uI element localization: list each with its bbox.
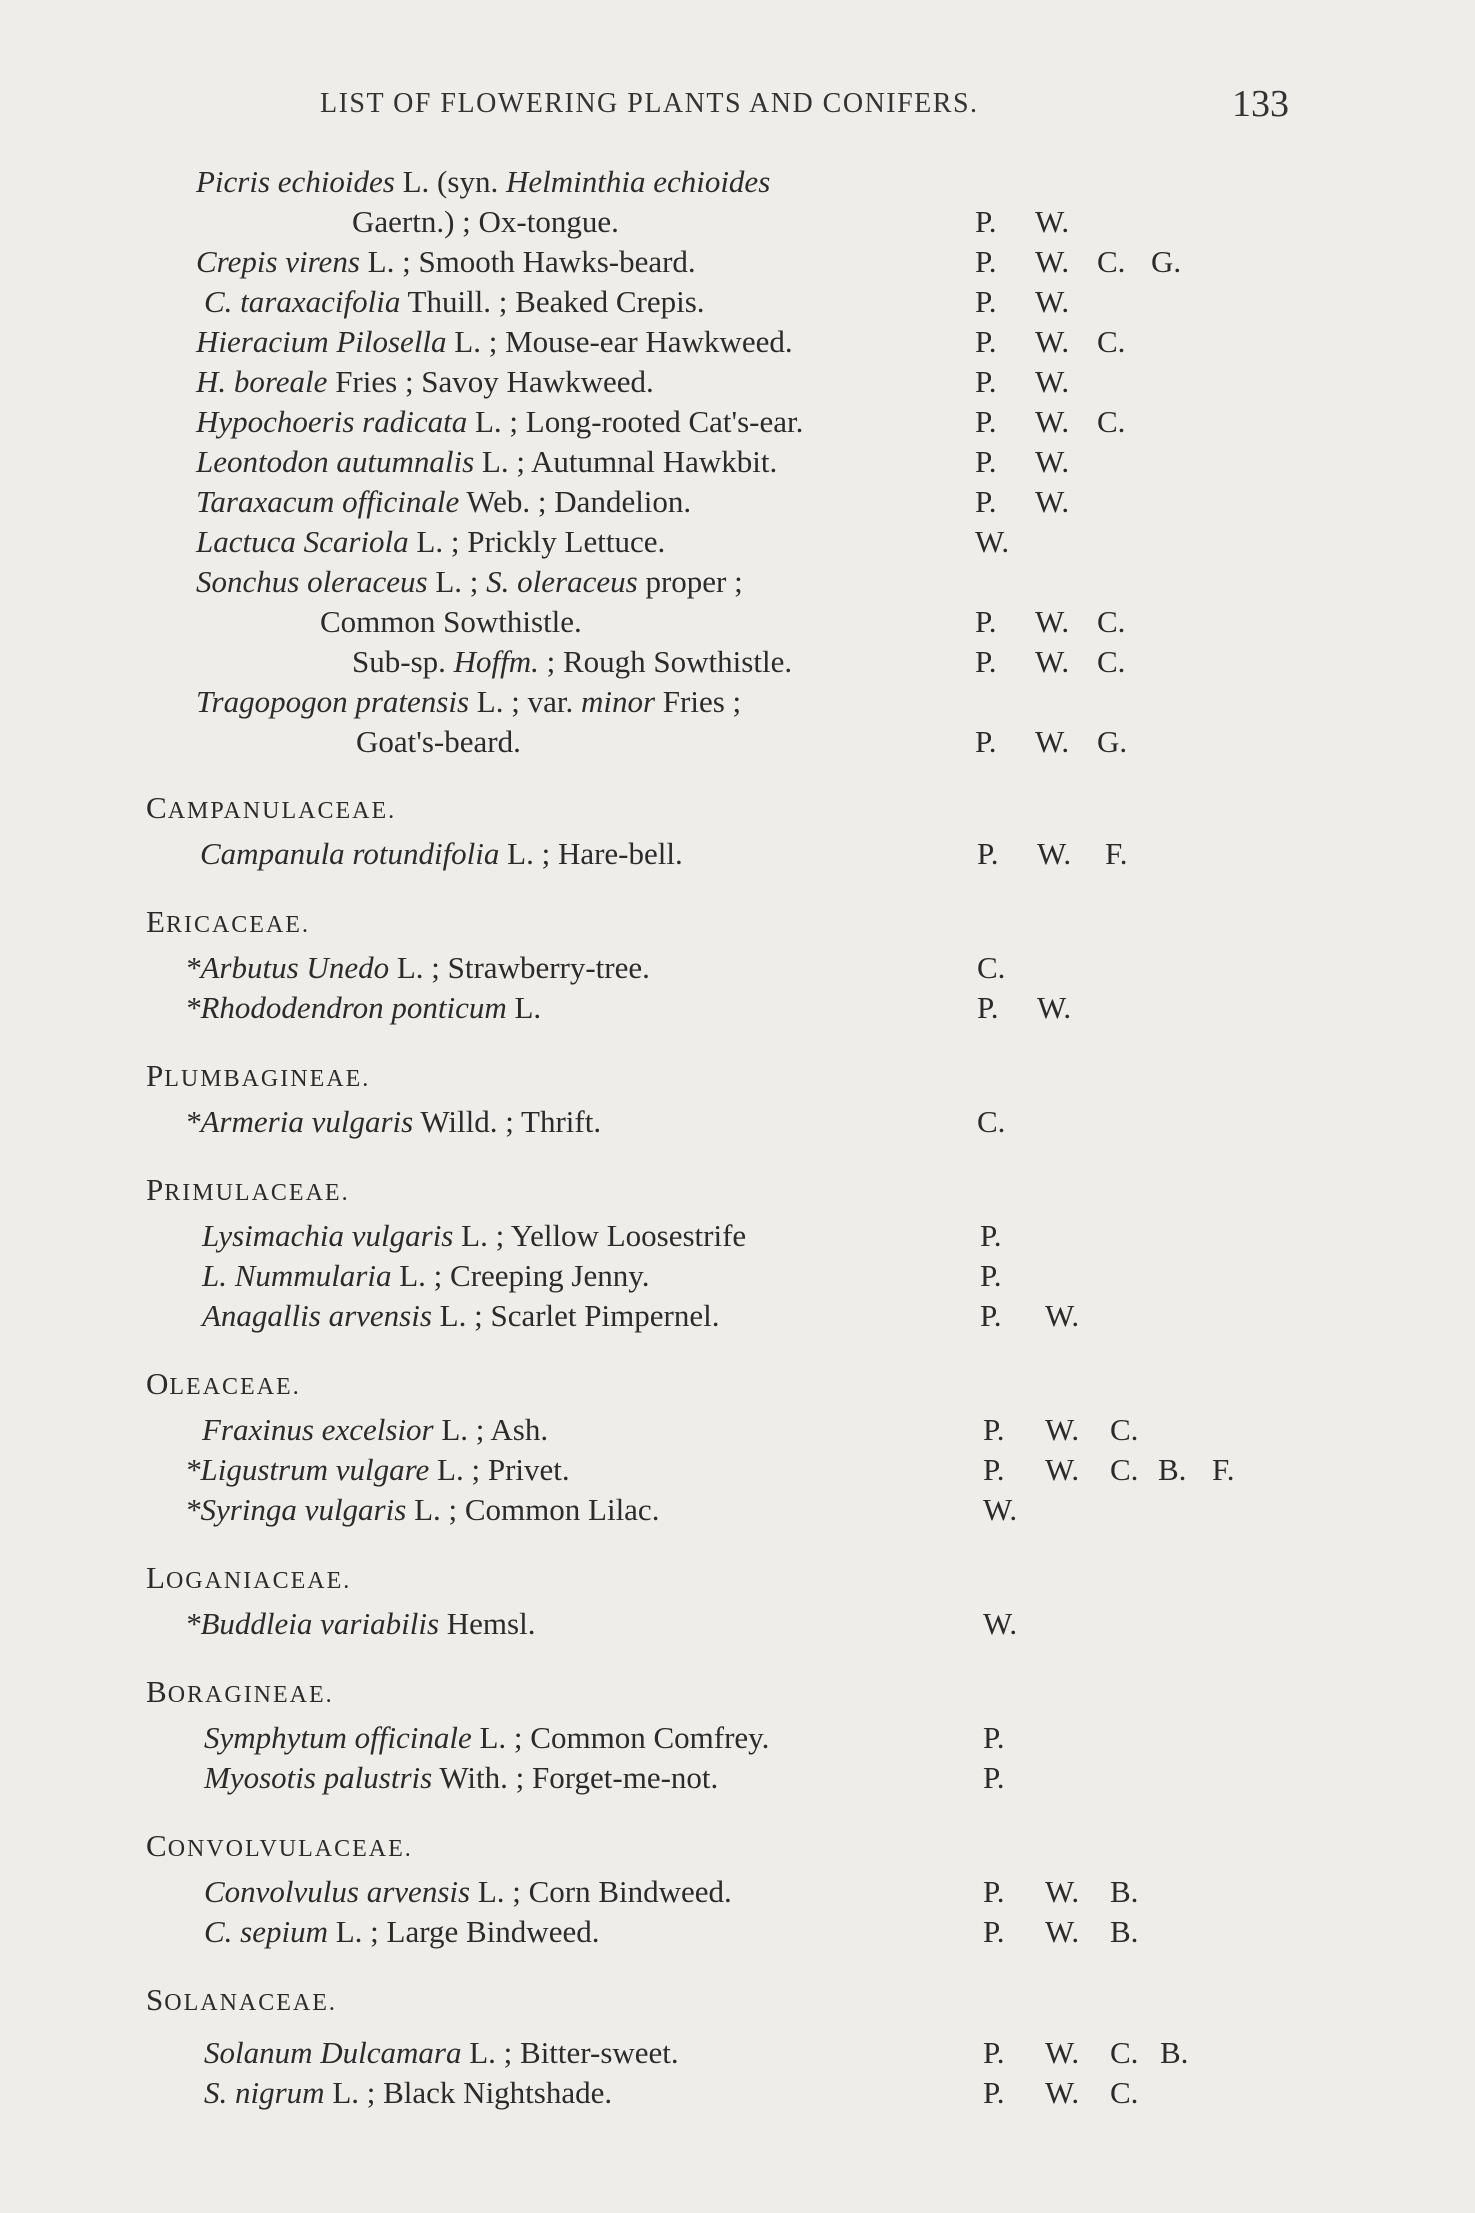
entry-sonchus-oleraceus: Sonchus oleraceus L. ; S. oleraceus proper ; bbox=[196, 564, 743, 599]
distribution-code: W. bbox=[983, 1492, 1018, 1527]
distribution-code: P. bbox=[975, 204, 997, 239]
distribution-code: F. bbox=[1105, 836, 1128, 871]
family-heading-boragineae: BORAGINEAE. bbox=[146, 1674, 334, 1709]
distribution-code: P. bbox=[980, 1218, 1002, 1253]
entry-leontodon-autumnalis: Leontodon autumnalis L. ; Autumnal Hawkbit. P. W. bbox=[0, 442, 1475, 482]
distribution-code: C. bbox=[977, 1104, 1006, 1139]
distribution-code: P. bbox=[980, 1258, 1002, 1293]
entry-tragopogon-pratensis: Tragopogon pratensis L. ; var. minor Fries ; bbox=[196, 684, 742, 719]
entry-solanum-dulcamara: Solanum Dulcamara L. ; Bitter-sweet. P. W. C. B. bbox=[0, 2033, 1475, 2073]
distribution-code: G. bbox=[1151, 244, 1182, 279]
page-number: 133 bbox=[1232, 83, 1289, 125]
distribution-code: W. bbox=[1045, 1874, 1080, 1909]
distribution-code: P. bbox=[975, 724, 997, 759]
distribution-code: P. bbox=[977, 836, 999, 871]
distribution-code: W. bbox=[1035, 284, 1070, 319]
entry-sonchus-common: Common Sowthistle. P. W. C. bbox=[0, 602, 1475, 642]
entry-armeria-vulgaris: *Armeria vulgaris Willd. ; Thrift. C. bbox=[0, 1102, 1475, 1142]
distribution-code: C. bbox=[977, 950, 1006, 985]
distribution-code: P. bbox=[983, 1914, 1005, 1949]
distribution-code: W. bbox=[983, 1606, 1018, 1641]
distribution-code: P. bbox=[975, 364, 997, 399]
distribution-code: W. bbox=[1037, 990, 1072, 1025]
entry-taraxacum-officinale: Taraxacum officinale Web. ; Dandelion. P. W. bbox=[0, 482, 1475, 522]
entry-picris-echioides: Picris echioides L. (syn. Helminthia echioides bbox=[196, 164, 771, 199]
distribution-code: P. bbox=[977, 990, 999, 1025]
entry-hypochoeris-radicata: Hypochoeris radicata L. ; Long-rooted Cat's-ear. P. W. C. bbox=[0, 402, 1475, 442]
entry-hieracium-boreale: H. boreale Fries ; Savoy Hawkweed. P. W. bbox=[0, 362, 1475, 402]
distribution-code: W. bbox=[1035, 644, 1070, 679]
distribution-code: B. bbox=[1110, 1914, 1139, 1949]
family-heading-convolvulaceae: CONVOLVULACEAE. bbox=[146, 1828, 413, 1863]
entry-hieracium-pilosella: Hieracium Pilosella L. ; Mouse-ear Hawkweed. P. W. C. bbox=[0, 322, 1475, 362]
distribution-code: C. bbox=[1097, 244, 1126, 279]
distribution-code: P. bbox=[975, 644, 997, 679]
distribution-code: C. bbox=[1097, 604, 1126, 639]
entry-lysimachia-vulgaris: Lysimachia vulgaris L. ; Yellow Loosestrife P. bbox=[0, 1216, 1475, 1256]
entry-crepis-taraxacifolia: C. taraxacifolia Thuill. ; Beaked Crepis. P. W. bbox=[0, 282, 1475, 322]
distribution-code: P. bbox=[975, 404, 997, 439]
entry-convolvulus-arvensis: Convolvulus arvensis L. ; Corn Bindweed. P. W. B. bbox=[0, 1872, 1475, 1912]
entry-crepis-virens: Crepis virens L. ; Smooth Hawks-beard. P. W. C. G. bbox=[0, 242, 1475, 282]
distribution-code: W. bbox=[1035, 484, 1070, 519]
distribution-code: W. bbox=[1035, 604, 1070, 639]
family-heading-primulaceae: PRIMULACEAE. bbox=[146, 1172, 350, 1207]
entry-campanula-rotundifolia: Campanula rotundifolia L. ; Hare-bell. P. W. F. bbox=[0, 834, 1475, 874]
entry-myosotis-palustris: Myosotis palustris With. ; Forget-me-not. P. bbox=[0, 1758, 1475, 1798]
entry-picris-echioides-cont: Gaertn.) ; Ox-tongue. P. W. bbox=[0, 202, 1475, 242]
distribution-code: W. bbox=[1035, 404, 1070, 439]
distribution-code: P. bbox=[983, 1874, 1005, 1909]
distribution-code: P. bbox=[983, 2035, 1005, 2070]
family-heading-ericaceae: ERICACEAE. bbox=[146, 904, 310, 939]
distribution-code: C. bbox=[1097, 644, 1126, 679]
entry-rhododendron-ponticum: *Rhododendron ponticum L. P. W. bbox=[0, 988, 1475, 1028]
distribution-code: W. bbox=[1035, 364, 1070, 399]
entry-buddleia-variabilis: *Buddleia variabilis Hemsl. W. bbox=[0, 1604, 1475, 1644]
distribution-code: W. bbox=[1035, 324, 1070, 359]
distribution-code: P. bbox=[975, 284, 997, 319]
distribution-code: W. bbox=[1035, 244, 1070, 279]
distribution-code: P. bbox=[975, 324, 997, 359]
distribution-code: B. bbox=[1160, 2035, 1189, 2070]
distribution-code: P. bbox=[975, 444, 997, 479]
entry-arbutus-unedo: *Arbutus Unedo L. ; Strawberry-tree. C. bbox=[0, 948, 1475, 988]
distribution-code: W. bbox=[975, 524, 1010, 559]
entry-goats-beard: Goat's-beard. P. W. G. bbox=[0, 722, 1475, 762]
distribution-code: W. bbox=[1035, 444, 1070, 479]
distribution-code: W. bbox=[1045, 1298, 1080, 1333]
distribution-code: W. bbox=[1037, 836, 1072, 871]
distribution-code: C. bbox=[1110, 2035, 1139, 2070]
distribution-code: C. bbox=[1097, 324, 1126, 359]
distribution-code: P. bbox=[975, 244, 997, 279]
distribution-code: W. bbox=[1045, 1412, 1080, 1447]
family-heading-campanulaceae: CAMPANULACEAE. bbox=[146, 790, 397, 825]
running-header: LIST OF FLOWERING PLANTS AND CONIFERS. bbox=[320, 88, 979, 119]
distribution-code: W. bbox=[1045, 1914, 1080, 1949]
distribution-code: C. bbox=[1110, 2075, 1139, 2110]
entry-anagallis-arvensis: Anagallis arvensis L. ; Scarlet Pimpernel. P. W. bbox=[0, 1296, 1475, 1336]
distribution-code: W. bbox=[1045, 2035, 1080, 2070]
distribution-code: P. bbox=[983, 2075, 1005, 2110]
distribution-code: B. bbox=[1110, 1874, 1139, 1909]
family-heading-oleaceae: OLEACEAE. bbox=[146, 1366, 301, 1401]
entry-syringa-vulgaris: *Syringa vulgaris L. ; Common Lilac. W. bbox=[0, 1490, 1475, 1530]
family-heading-solanaceae: SOLANACEAE. bbox=[146, 1982, 337, 2017]
distribution-code: G. bbox=[1097, 724, 1128, 759]
entry-lactuca-scariola: Lactuca Scariola L. ; Prickly Lettuce. W. bbox=[0, 522, 1475, 562]
distribution-code: W. bbox=[1045, 1452, 1080, 1487]
distribution-code: B. bbox=[1158, 1452, 1187, 1487]
distribution-code: P. bbox=[980, 1298, 1002, 1333]
entry-lysimachia-nummularia: L. Nummularia L. ; Creeping Jenny. P. bbox=[0, 1256, 1475, 1296]
family-heading-loganiaceae: LOGANIACEAE. bbox=[146, 1560, 352, 1595]
distribution-code: C. bbox=[1097, 404, 1126, 439]
distribution-code: P. bbox=[983, 1412, 1005, 1447]
entry-ligustrum-vulgare: *Ligustrum vulgare L. ; Privet. P. W. C. B. F. bbox=[0, 1450, 1475, 1490]
entry-solanum-nigrum: S. nigrum L. ; Black Nightshade. P. W. C. bbox=[0, 2073, 1475, 2113]
distribution-code: W. bbox=[1045, 2075, 1080, 2110]
distribution-code: P. bbox=[975, 604, 997, 639]
entry-symphytum-officinale: Symphytum officinale L. ; Common Comfrey. P. bbox=[0, 1718, 1475, 1758]
distribution-code: C. bbox=[1110, 1452, 1139, 1487]
distribution-code: P. bbox=[983, 1452, 1005, 1487]
distribution-code: P. bbox=[975, 484, 997, 519]
distribution-code: W. bbox=[1035, 724, 1070, 759]
distribution-code: F. bbox=[1212, 1452, 1235, 1487]
distribution-code: P. bbox=[983, 1760, 1005, 1795]
distribution-code: P. bbox=[983, 1720, 1005, 1755]
entry-fraxinus-excelsior: Fraxinus excelsior L. ; Ash. P. W. C. bbox=[0, 1410, 1475, 1450]
family-heading-plumbagineae: PLUMBAGINEAE. bbox=[146, 1058, 371, 1093]
entry-convolvulus-sepium: C. sepium L. ; Large Bindweed. P. W. B. bbox=[0, 1912, 1475, 1952]
distribution-code: C. bbox=[1110, 1412, 1139, 1447]
entry-sonchus-hoffm: Sub-sp. Hoffm. ; Rough Sowthistle. P. W. C. bbox=[0, 642, 1475, 682]
distribution-code: W. bbox=[1035, 204, 1070, 239]
